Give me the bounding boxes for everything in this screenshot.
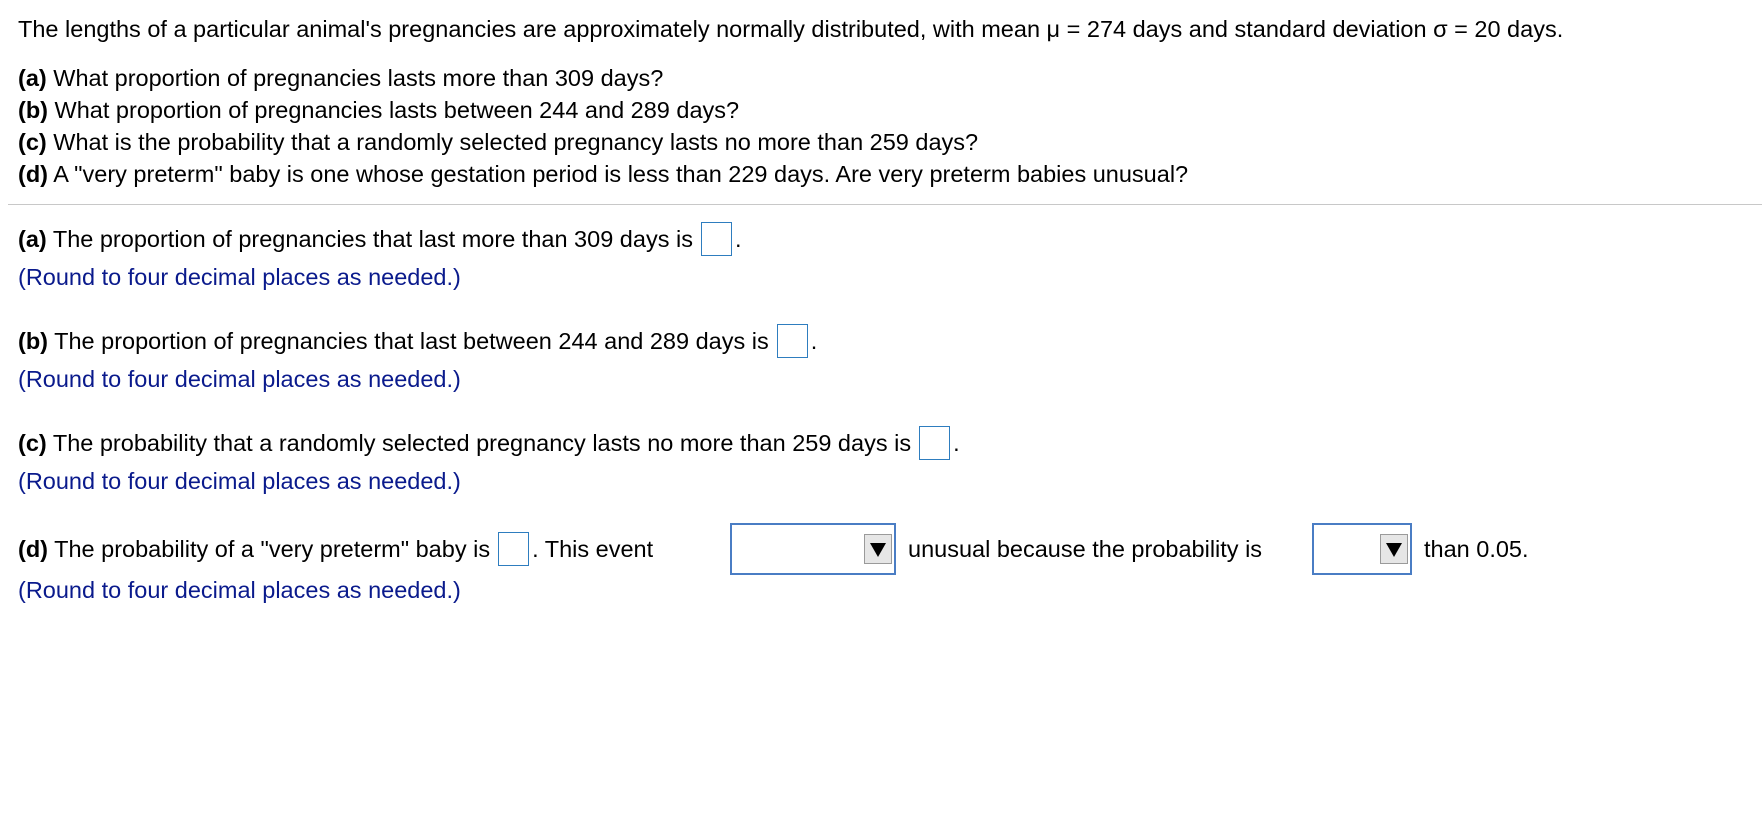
question-a	[18, 63, 663, 93]
answer-d-hint: (Round to four decimal places as needed.)	[18, 577, 461, 603]
answer-c-text: The probability that a randomly selected pregnancy lasts no more than 259 days is	[46, 430, 912, 456]
question-tag: (a)	[18, 65, 47, 91]
answer-b-hint: (Round to four decimal places as needed.)	[18, 366, 461, 392]
question-tag: (d)	[18, 161, 49, 187]
question-text: A "very preterm" baby is one whose gestation period is less than 229 days. Are very preterm babies unusual?	[48, 161, 1189, 187]
triangle-down-icon[interactable]	[864, 534, 892, 564]
answer-tag: (d)	[18, 536, 49, 562]
probability-comparison-dropdown[interactable]	[1312, 523, 1412, 575]
answer-d-text: The probability of a "very preterm" baby is	[48, 536, 491, 562]
answer-c-period: .	[953, 430, 960, 456]
answer-a-text: The proportion of pregnancies that last more than 309 days is	[46, 226, 693, 252]
question-b	[18, 95, 739, 125]
question-text: What is the probability that a randomly selected pregnancy lasts no more than 259 days?	[46, 129, 979, 155]
answer-d-input[interactable]	[498, 532, 529, 566]
answer-d-end: than 0.05.	[1424, 536, 1529, 562]
answer-tag: (b)	[18, 328, 49, 354]
answer-c-line	[18, 428, 960, 460]
answer-b-period: .	[810, 328, 818, 354]
answer-c-input[interactable]	[919, 426, 950, 460]
answer-d-mid2: unusual because the probability is	[908, 536, 1263, 562]
triangle-down-icon[interactable]	[1380, 534, 1408, 564]
answer-d-mid1: . This event	[532, 536, 654, 562]
answer-b-input[interactable]	[777, 324, 808, 358]
answer-c-hint: (Round to four decimal places as needed.)	[18, 468, 461, 494]
problem-intro: The lengths of a particular animal's pregnancies are approximately normally distributed, with mean μ = 274 days and standard deviation σ = 20 days.	[18, 16, 1564, 42]
question-text: What proportion of pregnancies lasts between 244 and 289 days?	[48, 97, 740, 123]
question-tag: (b)	[18, 97, 49, 123]
question-tag: (c)	[18, 129, 47, 155]
answer-d-line	[18, 534, 653, 566]
answer-b-line	[18, 326, 817, 358]
question-c	[18, 127, 978, 157]
answer-a-line	[18, 224, 741, 256]
event-unusual-dropdown[interactable]	[730, 523, 896, 575]
answer-a-input[interactable]	[701, 222, 732, 256]
answer-b-text: The proportion of pregnancies that last between 244 and 289 days is	[48, 328, 769, 354]
question-text: What proportion of pregnancies lasts more than 309 days?	[46, 65, 664, 91]
answer-tag: (c)	[18, 430, 47, 456]
answer-a-period: .	[734, 226, 742, 252]
answer-tag: (a)	[18, 226, 47, 252]
question-d	[18, 159, 1188, 189]
answer-a-hint: (Round to four decimal places as needed.)	[18, 264, 461, 290]
section-divider	[8, 204, 1762, 205]
